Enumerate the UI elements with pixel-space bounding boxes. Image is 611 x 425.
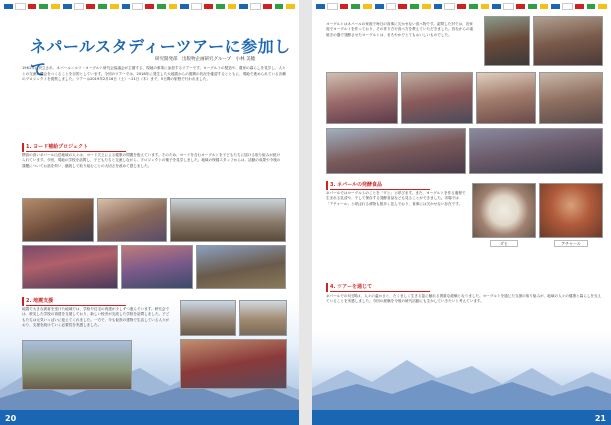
photo-new-building xyxy=(239,300,287,336)
section-text-4: ネパールでの5日間は、人々の温かさと、たくましく生きる姿に触れる貴重な経験となりました。ヨーグルトを通じた支援の取り組みが、地域の人々の健康と暮らしを支えていることを実感しました。今回の経験を今後の研究活動にも生かしていきたいと考えています。 xyxy=(326,294,602,304)
photo-village-people xyxy=(326,128,466,174)
intro-text-right: ヨーグルトはネパールの家庭で毎日の食事に欠かせない食べ物です。訪問した村では、各家庭でヨーグルトを作っており、その作り方や食べ方を教えていただきました。昔ながらの素焼きの器で発酵させたヨーグルトは、まろやかでとてもおいしいものでした。 xyxy=(326,22,474,37)
page-number-left: 20 xyxy=(5,414,17,423)
section-heading-1: 1. ヨード補給プロジェクト xyxy=(22,143,126,152)
article-byline: 研究開発部 出版物企画研究グループ 小林 美穂 xyxy=(155,57,256,62)
article-lead: 1961年に設立され、ネパール＝ルワ・ヨーグルト研究会協議会が主催する、現地の事業に参加するツアーです。ヨーグルトの製造や、農家の暮らしを見学し、人々との交流の機会をつくることを目的としています。今回のツアーでは、2016年に発生した大地震からの復興の状況を確認するとともに、現地で進められている各種のプロジェクトを視察しました。ツアーは2019年2月16日（土）～21日（木）まで、5日間の旅程で行われました。 xyxy=(22,66,286,82)
photo-group-gathering xyxy=(196,245,286,289)
photo-school-children xyxy=(22,198,94,242)
section-heading-3: 3. ネパールの発酵食品 xyxy=(326,181,430,190)
photo-group-photo xyxy=(469,128,603,174)
photo-dahi xyxy=(472,183,536,238)
section-text-1: 標高の高いネパール山岳地域の人々は、ヨード欠乏による健康の問題を抱えています。そのため、ヨードを含むヨーグルトを子どもたちに届ける取り組みが続けられています。今回、現地の学校を訪問し、子どもたちと交流しながら、プロジェクトの様子を見学しました。地域の保健スタッフからは、活動の成果や今後の課題についてお話を伺い、継続して取り組むことの大切さを改めて感じました。 xyxy=(22,153,281,168)
photo-market-visit xyxy=(326,72,398,124)
photo-yogurt-making xyxy=(533,16,603,66)
photo-meeting xyxy=(121,245,193,289)
footer-bar-right xyxy=(312,410,611,425)
photo-rebuilt-school xyxy=(22,340,132,390)
photo-classroom xyxy=(97,198,167,242)
photo-village-visit xyxy=(170,198,286,242)
footer-bar-left xyxy=(0,410,299,425)
left-page xyxy=(0,0,299,425)
mountain-range-right xyxy=(312,350,611,410)
caption-achar: アチャール xyxy=(554,240,588,247)
photo-local-women xyxy=(401,72,473,124)
photo-kitchen xyxy=(539,72,603,124)
photo-farm-family xyxy=(484,16,530,66)
photo-fermentation-pots xyxy=(476,72,536,124)
photo-children-welcome xyxy=(180,339,287,389)
section-heading-2: 2. 地震支援 xyxy=(22,297,126,306)
page-number-right: 21 xyxy=(594,414,606,423)
article-title: ネパールスタディーツアーに参加して xyxy=(30,37,291,79)
section-heading-4: 4. ツアーを通じて xyxy=(326,283,430,292)
right-page xyxy=(312,0,611,425)
caption-dahi: ダヒ xyxy=(490,240,518,247)
section-text-3: ネパールではヨーグルトのことを「ダヒ」と呼びます。また、ヨーグルトを作る過程で生まれる乳清や、干して保存する発酵食品なども見ることができました。市場では「アチャール」と呼ばれる漬物も数多く並んでおり、食事には欠かせない存在です。 xyxy=(326,191,466,206)
page-gutter xyxy=(299,0,312,425)
section-text-2: 地震で大きな被害を受けた地域では、学校や住宅の再建が少しずつ進んでいます。研究会では、被災した学校の再建を支援しており、新しい校舎が完成した学校を訪問しました。子どもたちは元気いっぱいに迎えてくれました。一方で、今も仮設の建物で生活している人々がおり、支援を続けていく必要性を実感しました。 xyxy=(22,307,170,328)
photo-school-construction xyxy=(180,300,236,336)
photo-health-staff xyxy=(22,245,118,289)
photo-achar xyxy=(539,183,603,238)
